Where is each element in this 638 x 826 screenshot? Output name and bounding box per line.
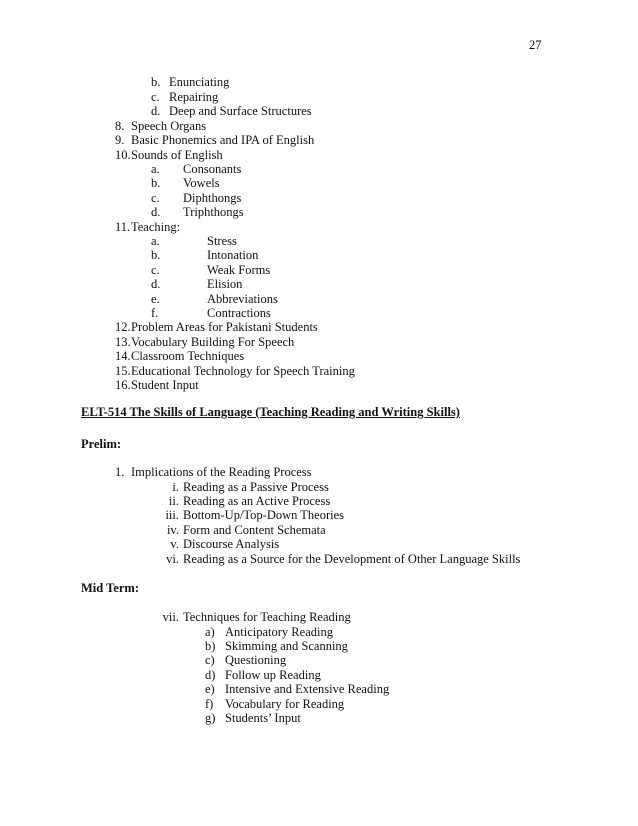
section-heading-midterm: Mid Term: bbox=[81, 581, 139, 595]
document-page: 27 b. Enunciating c. Repairing d. Deep and Surface Structures 8. Speech Organs 9. Basic Phonemics and IPA of English 10. Sounds of English a. Consonants b. Vowels c. Diphthongs d. Triphthongs 11. Teaching: a. Stress b. Intonation c. Weak Forms d. Elision e. Abbreviations f. Contractions 12. Problem Areas for Pakistani Students 13. Vocabulary Building For Speech 14. Classroom Techniques 15. Educational Technology for Speech Training 16. Student Input ELT-514 The Skills of Language (Teaching Reading and Writing Skills) Prelim: 1. Implications of the Reading Process i. Reading as a Passive Process ii. Reading as an Active Process iii. Bottom-Up/Top-Down Theories iv. Form and Content Schemata v. Discourse Analysis vi. Reading as a Source for the Development of Other Language Skills Mid Term: vii. Techniques for Teaching Reading a) Anticipatory Reading b) Skimming and Scanning c) Questioning d) Follow up Reading e) Intensive and Extensive Reading f) Vocabulary for Reading g) Students’ Input bbox=[81, 38, 542, 725]
course-heading: ELT-514 The Skills of Language (Teaching Reading and Writing Skills) bbox=[81, 405, 460, 419]
section-heading-prelim: Prelim: bbox=[81, 437, 122, 451]
page-number: 27 bbox=[529, 38, 542, 52]
